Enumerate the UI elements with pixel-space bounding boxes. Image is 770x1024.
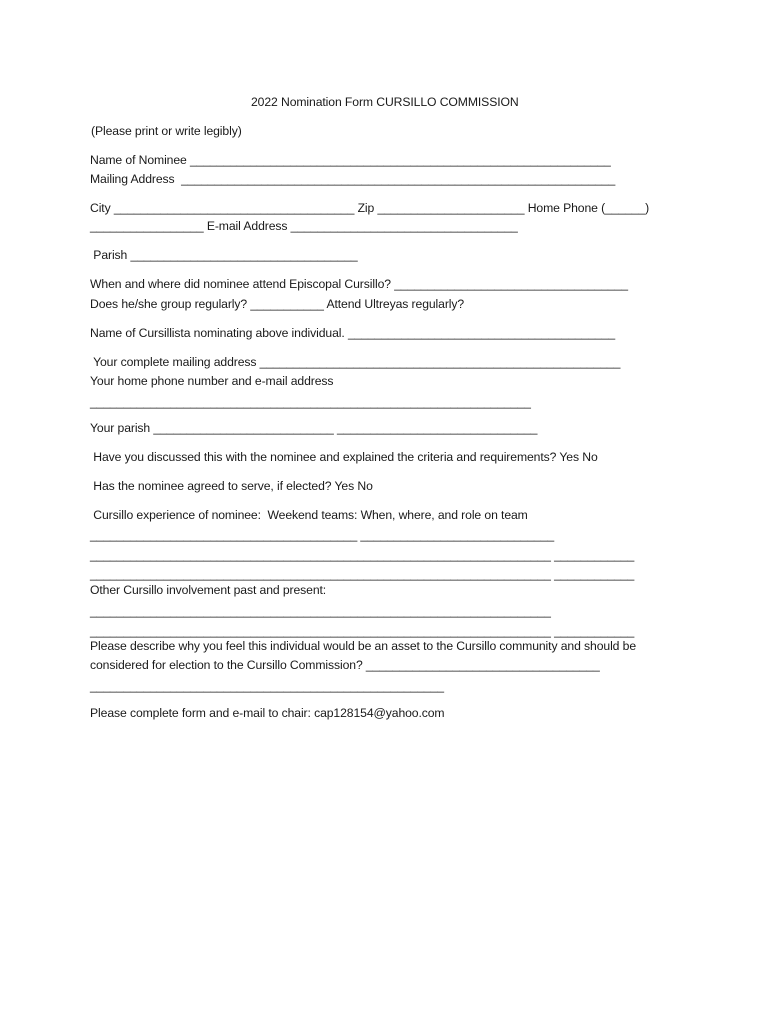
your-mailing-address-field[interactable]: Your complete mailing address ______________________________________________________ <box>90 355 621 369</box>
form-title: 2022 Nomination Form CURSILLO COMMISSION <box>251 95 519 109</box>
mailing-address-field[interactable]: Mailing Address _________________________________________________________________ <box>90 172 616 186</box>
attend-cursillo-field[interactable]: When and where did nominee attend Episcopal Cursillo? ___________________________________ <box>90 277 628 291</box>
describe-blank[interactable]: _____________________________________________________ <box>90 679 444 693</box>
other-involvement-label: Other Cursillo involvement past and present: <box>90 583 327 597</box>
experience-blank-2[interactable]: _____________________________________________________________________ ____________ <box>90 548 635 562</box>
other-involvement-blank-1[interactable]: _____________________________________________________________________ <box>90 604 551 618</box>
parish-field[interactable]: Parish __________________________________ <box>90 248 358 262</box>
submit-instruction: Please complete form and e-mail to chair: cap128154@yahoo.com <box>90 706 445 720</box>
other-involvement-blank-2[interactable]: _____________________________________________________________________ ____________ <box>90 624 635 638</box>
agreed-question[interactable]: Has the nominee agreed to serve, if elected? Yes No <box>90 479 373 493</box>
email-address-field[interactable]: _________________ E-mail Address __________________________________ <box>90 219 518 233</box>
describe-line-1: Please describe why you feel this individual would be an asset to the Cursillo community and should be <box>90 639 636 653</box>
print-instruction: (Please print or write legibly) <box>91 124 242 138</box>
city-zip-phone-field[interactable]: City ____________________________________ Zip ______________________ Home Phone (______) <box>90 201 650 215</box>
describe-line-2[interactable]: considered for election to the Cursillo Commission? ___________________________________ <box>90 658 600 672</box>
your-phone-email-label: Your home phone number and e-mail address <box>90 374 334 388</box>
nominee-name-field[interactable]: Name of Nominee _______________________________________________________________ <box>90 153 611 167</box>
nominator-name-field[interactable]: Name of Cursillista nominating above individual. ________________________________________ <box>90 326 616 340</box>
experience-blank-1[interactable]: ________________________________________ _____________________________ <box>90 528 555 542</box>
your-phone-email-field[interactable]: __________________________________________________________________ <box>90 395 531 409</box>
your-parish-field[interactable]: Your parish ___________________________ ______________________________ <box>90 421 538 435</box>
experience-blank-3[interactable]: _____________________________________________________________________ ____________ <box>90 567 635 581</box>
discussed-question[interactable]: Have you discussed this with the nominee and explained the criteria and requirements? Yes No <box>90 450 598 464</box>
group-regularly-field[interactable]: Does he/she group regularly? ___________ Attend Ultreyas regularly? <box>90 297 465 311</box>
experience-label: Cursillo experience of nominee: Weekend teams: When, where, and role on team <box>90 508 528 522</box>
